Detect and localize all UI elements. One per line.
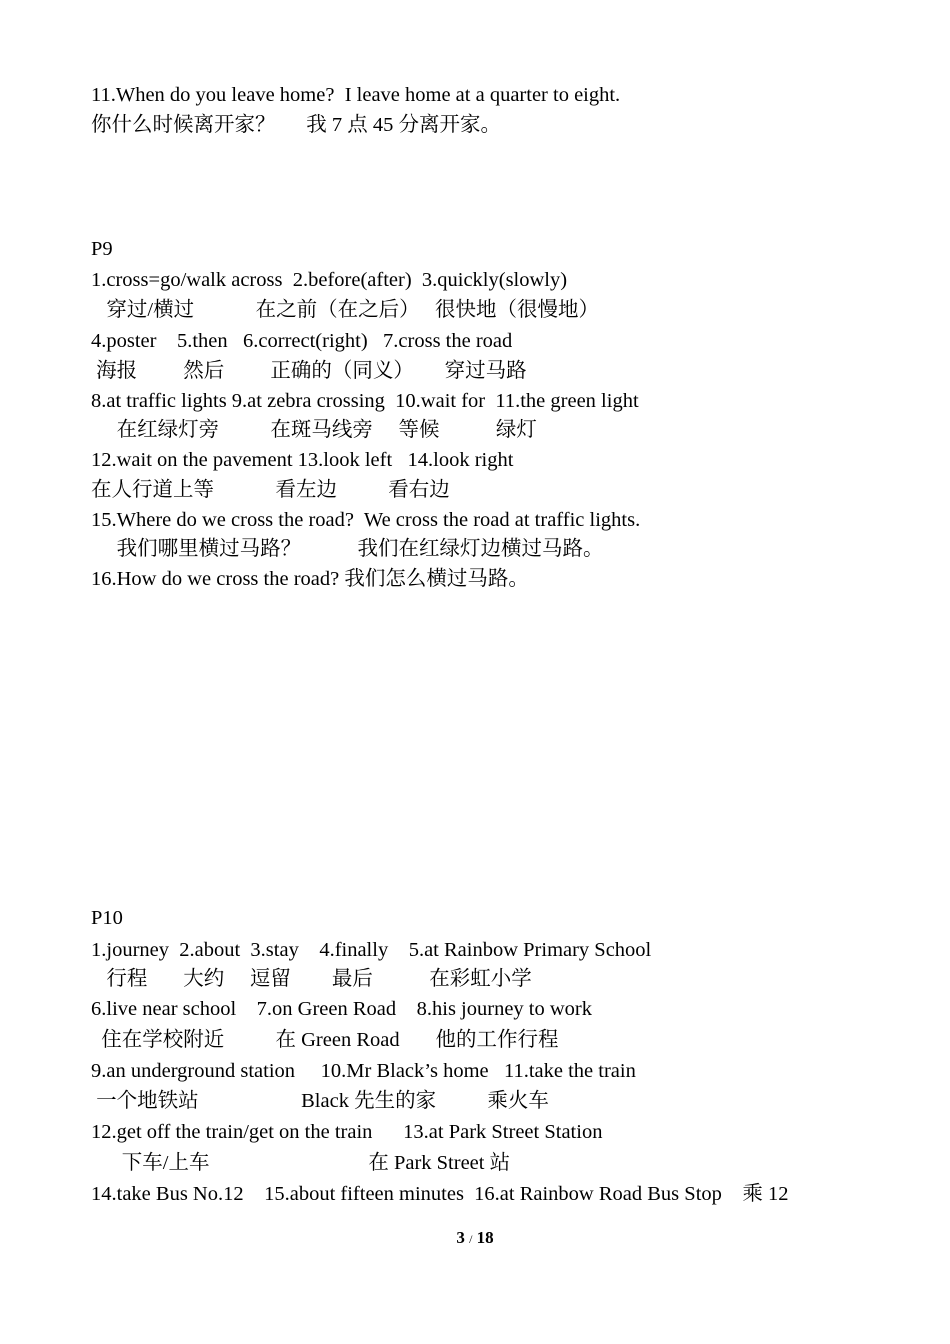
text-line: 12.get off the train/get on the train 13.at Park Street Station (91, 1121, 603, 1143)
text-line: 下车/上车 在 Park Street 站 (91, 1152, 511, 1174)
total-pages: 18 (476, 1228, 494, 1247)
text-line: 在红绿灯旁 在斑马线旁 等候 绿灯 (91, 419, 537, 441)
text-line: 12.wait on the pavement 13.look left 14.look right (91, 449, 514, 471)
text-line: 我们哪里横过马路？ 我们在红绿灯边横过马路。 (91, 538, 604, 560)
text-line: 6.live near school 7.on Green Road 8.his journey to work (91, 998, 593, 1020)
text-line: 住在学校附近 在 Green Road 他的工作行程 (91, 1029, 559, 1051)
text-line: 8.at traffic lights 9.at zebra crossing 10.wait for 11.the green light (91, 390, 639, 412)
text-line: 1.cross=go/walk across 2.before(after) 3.quickly(slowly) (91, 269, 568, 291)
text-line: 15.Where do we cross the road? We cross the road at traffic lights. (91, 509, 641, 531)
text-line: 一个地铁站 Black 先生的家 乘火车 (91, 1090, 549, 1112)
text-line: 9.an underground station 10.Mr Black’s home 11.take the train (91, 1060, 636, 1082)
text-line: 在人行道上等 看左边 看右边 (91, 479, 450, 501)
text-line: 穿过/横过 在之前（在之后） 很快地（很慢地） (91, 299, 599, 321)
current-page: 3 (456, 1228, 465, 1247)
text-line: 11.When do you leave home? I leave home at a quarter to eight. (91, 84, 621, 106)
text-line: 海报 然后 正确的（同义） 穿过马路 (91, 360, 527, 382)
text-line: 14.take Bus No.12 15.about fifteen minutes 16.at Rainbow Road Bus Stop 乘 12 (91, 1183, 789, 1205)
section-heading: P9 (91, 238, 113, 260)
page-number (0, 1228, 950, 1248)
text-line: 行程 大约 逗留 最后 在彩虹小学 (91, 968, 532, 990)
section-heading: P10 (91, 907, 123, 929)
text-line: 你什么时候离开家？ 我 7 点 45 分离开家。 (91, 114, 501, 136)
text-line: 16.How do we cross the road? 我们怎么横过马路。 (91, 568, 529, 590)
text-line: 1.journey 2.about 3.stay 4.finally 5.at Rainbow Primary School (91, 939, 652, 961)
page-separator: / (469, 1232, 473, 1246)
text-line: 4.poster 5.then 6.correct(right) 7.cross the road (91, 330, 513, 352)
